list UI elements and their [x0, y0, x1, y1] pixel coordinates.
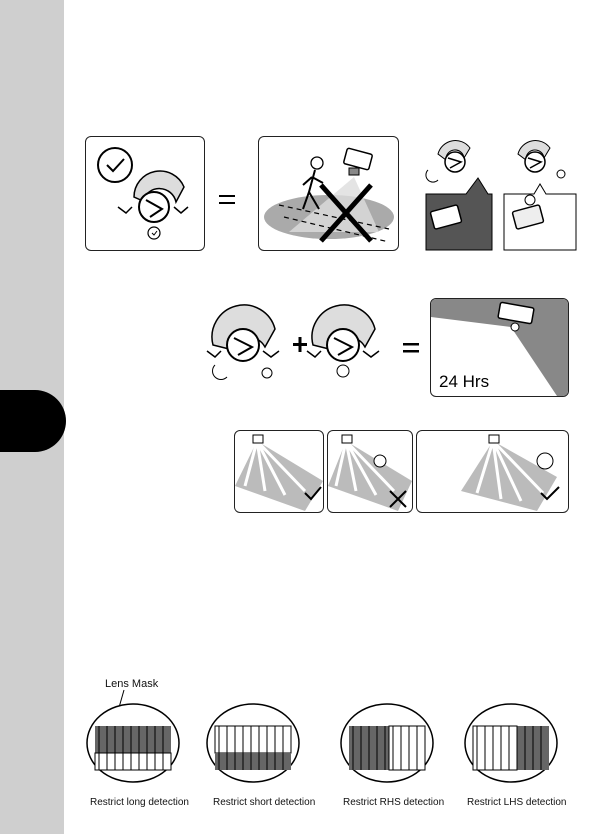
- detection-area-scene: [328, 431, 412, 512]
- hours-label: 24 Hrs: [439, 372, 490, 391]
- lens-restrict-rhs: [341, 704, 433, 782]
- dial-combination-illustration: [205, 307, 425, 387]
- lens-label-short: Restrict short detection: [213, 797, 316, 808]
- timer-dial-panel: [85, 136, 205, 251]
- equals-sign: [219, 193, 239, 207]
- detection-area-scene: [417, 431, 568, 512]
- timer-dial-illustration: [86, 137, 204, 250]
- lens-label-lhs: Restrict LHS detection: [467, 797, 567, 808]
- scene-incorrect: [327, 430, 413, 513]
- lens-restrict-long: [87, 704, 179, 782]
- lens-mask-label: Lens Mask: [105, 678, 159, 690]
- lens-label-rhs: Restrict RHS detection: [343, 797, 445, 808]
- no-detection-panel: [258, 136, 399, 251]
- scene-correct-1: [234, 430, 324, 513]
- day-night-mode-illustration: [418, 134, 578, 264]
- always-on-panel: [430, 298, 569, 397]
- lens-mask-options: [85, 700, 585, 790]
- lens-restrict-short: [207, 704, 299, 782]
- lens-restrict-lhs: [465, 704, 557, 782]
- section-tab-marker: [0, 390, 66, 452]
- no-detection-illustration: [259, 137, 398, 250]
- scene-correct-2: [416, 430, 569, 513]
- detection-area-scene: [235, 431, 323, 512]
- lens-label-long: Restrict long detection: [90, 797, 189, 808]
